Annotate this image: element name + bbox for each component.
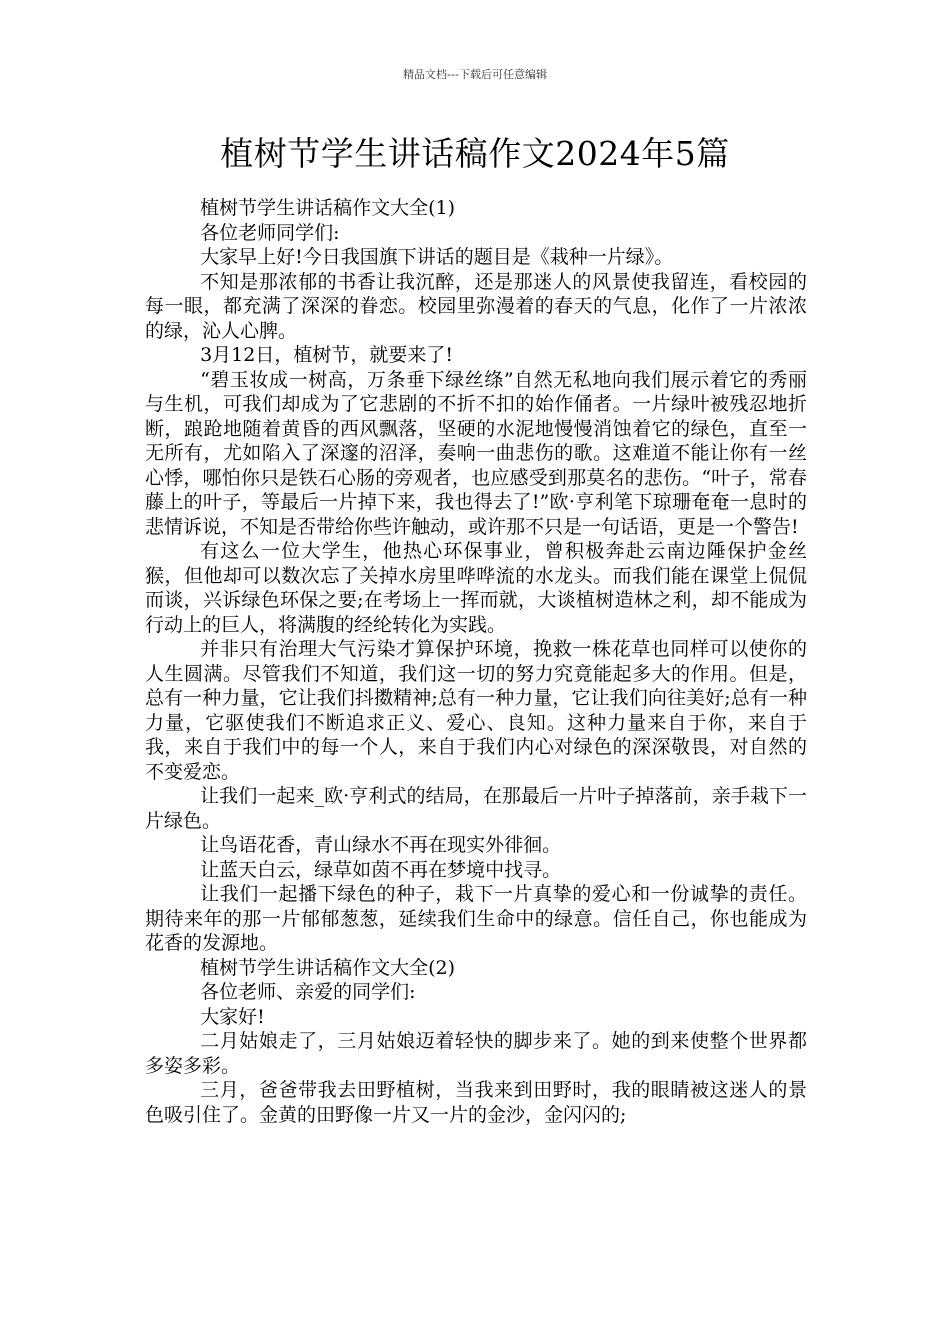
document-body: [145, 196, 807, 1127]
paragraph: 让鸟语花香，青山绿水不再在现实外徘徊。: [200, 834, 562, 856]
paragraph: 并非只有治理大气污染才算保护环境，挽救一株花草也同样可以使你的人生圆满。尽管我们不知道，我们这一切的努力究竟能起多大的作用。但是，总有一种力量，它让我们抖擞精神;总有一种力量，它让我们向往美好;总有一种力量，它驱使我们不断追求正义、爱心、良知。这种力量来自于你，来自于我，来自于我们中的每一个人，来自于我们内心对绿色的深深敬畏，对自然的不变爱恋。: [145, 638, 807, 783]
paragraph: 3月12日，植树节，就要来了!: [200, 344, 453, 366]
paragraph: 让蓝天白云，绿草如茵不再在梦境中找寻。: [200, 858, 562, 881]
paragraph: 让我们一起来_欧·亨利式的结局，在那最后一片叶子掉落前，亲手栽下一片绿色。: [145, 785, 807, 832]
paragraph: 大家早上好!今日我国旗下讲话的题目是《栽种一片绿》。: [200, 246, 674, 268]
paragraph: 让我们一起播下绿色的种子，栽下一片真挚的爱心和一份诚挚的责任。期待来年的那一片郁郁葱葱，延续我们生命中的绿意。信任自己，你也能成为花香的发源地。: [145, 883, 807, 954]
header-note: 精品文档---下载后可任意编辑: [403, 68, 547, 81]
paragraph: 大家好!: [200, 1005, 265, 1028]
paragraph: 三月，爸爸带我去田野植树，当我来到田野时，我的眼睛被这迷人的景色吸引住了。金黄的田野像一片又一片的金沙，金闪闪的;: [145, 1079, 807, 1126]
paragraph: 各位老师同学们:: [200, 221, 340, 244]
paragraph: 二月姑娘走了，三月姑娘迈着轻快的脚步来了。她的到来使整个世界都多姿多彩。: [145, 1030, 807, 1077]
paragraph: 有这么一位大学生，他热心环保事业，曾积极奔赴云南边陲保护金丝猴，但他却可以数次忘了关掉水房里哗哗流的水龙头。而我们能在课堂上侃侃而谈，兴诉绿色环保之要;在考场上一挥而就，大谈植树造林之利，却不能成为行动上的巨人，将满腹的经纶转化为实践。: [145, 540, 807, 636]
document-title: 植树节学生讲话稿作文2024年5篇: [220, 134, 730, 173]
paragraph: 植树节学生讲话稿作文大全(2): [200, 956, 456, 979]
paragraph: “碧玉妆成一树高，万条垂下绿丝绦”自然无私地向我们展示着它的秀丽与生机，可我们却成为了它悲剧的不折不扣的始作俑者。一片绿叶被残忍地折断，踉跄地随着黄昏的西风飘落，坚硬的水泥地慢慢消蚀着它的绿色，直至一无所有，尤如陷入了深邃的沼泽，奏响一曲悲伤的歌。这难道不能让你有一丝心悸，哪怕你只是铁石心肠的旁观者，也应感受到那莫名的悲伤。“叶子，常春藤上的叶子，等最后一片掉下来，我也得去了!”欧·亨利笔下琼珊奄奄一息时的悲情诉说，不知是否带给你些许触动，或许那不只是一句话语，更是一个警告!: [145, 368, 807, 538]
paragraph: 不知是那浓郁的书香让我沉醉，还是那迷人的风景使我留连，看校园的每一眼，都充满了深深的眷恋。校园里弥漫着的春天的气息，化作了一片浓浓的绿，沁人心脾。: [145, 270, 807, 342]
paragraph: 植树节学生讲话稿作文大全(1): [200, 197, 456, 219]
paragraph: 各位老师、亲爱的同学们:: [200, 981, 416, 1003]
